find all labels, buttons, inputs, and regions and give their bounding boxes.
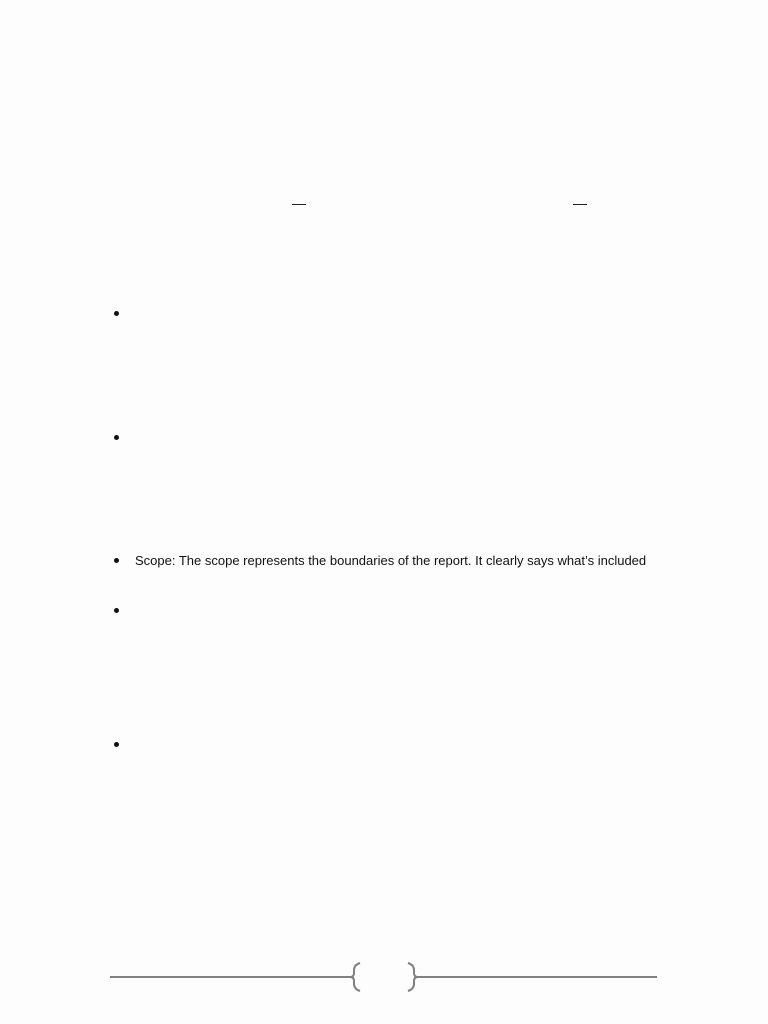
footer-page-bracket (110, 962, 658, 992)
header-dash-right (573, 204, 587, 205)
page-footer (110, 962, 658, 992)
bullet-dot (114, 311, 119, 316)
bullet-dot (114, 608, 119, 613)
bullet-item-5 (114, 737, 714, 753)
bullet-item-1 (114, 306, 714, 322)
bullet-item-3 (114, 553, 714, 569)
header-dash-left (292, 204, 306, 205)
bullet-dot (114, 742, 119, 747)
bullet-dot (114, 435, 119, 440)
bullet-item-4 (114, 603, 714, 619)
bullet-item-2 (114, 430, 714, 446)
footer-brace-right (408, 963, 418, 991)
bullet-text: Scope: The scope represents the boundaries of the report. It clearly says what’s included (135, 553, 647, 568)
bullet-dot (114, 558, 119, 563)
footer-brace-left (350, 963, 360, 991)
